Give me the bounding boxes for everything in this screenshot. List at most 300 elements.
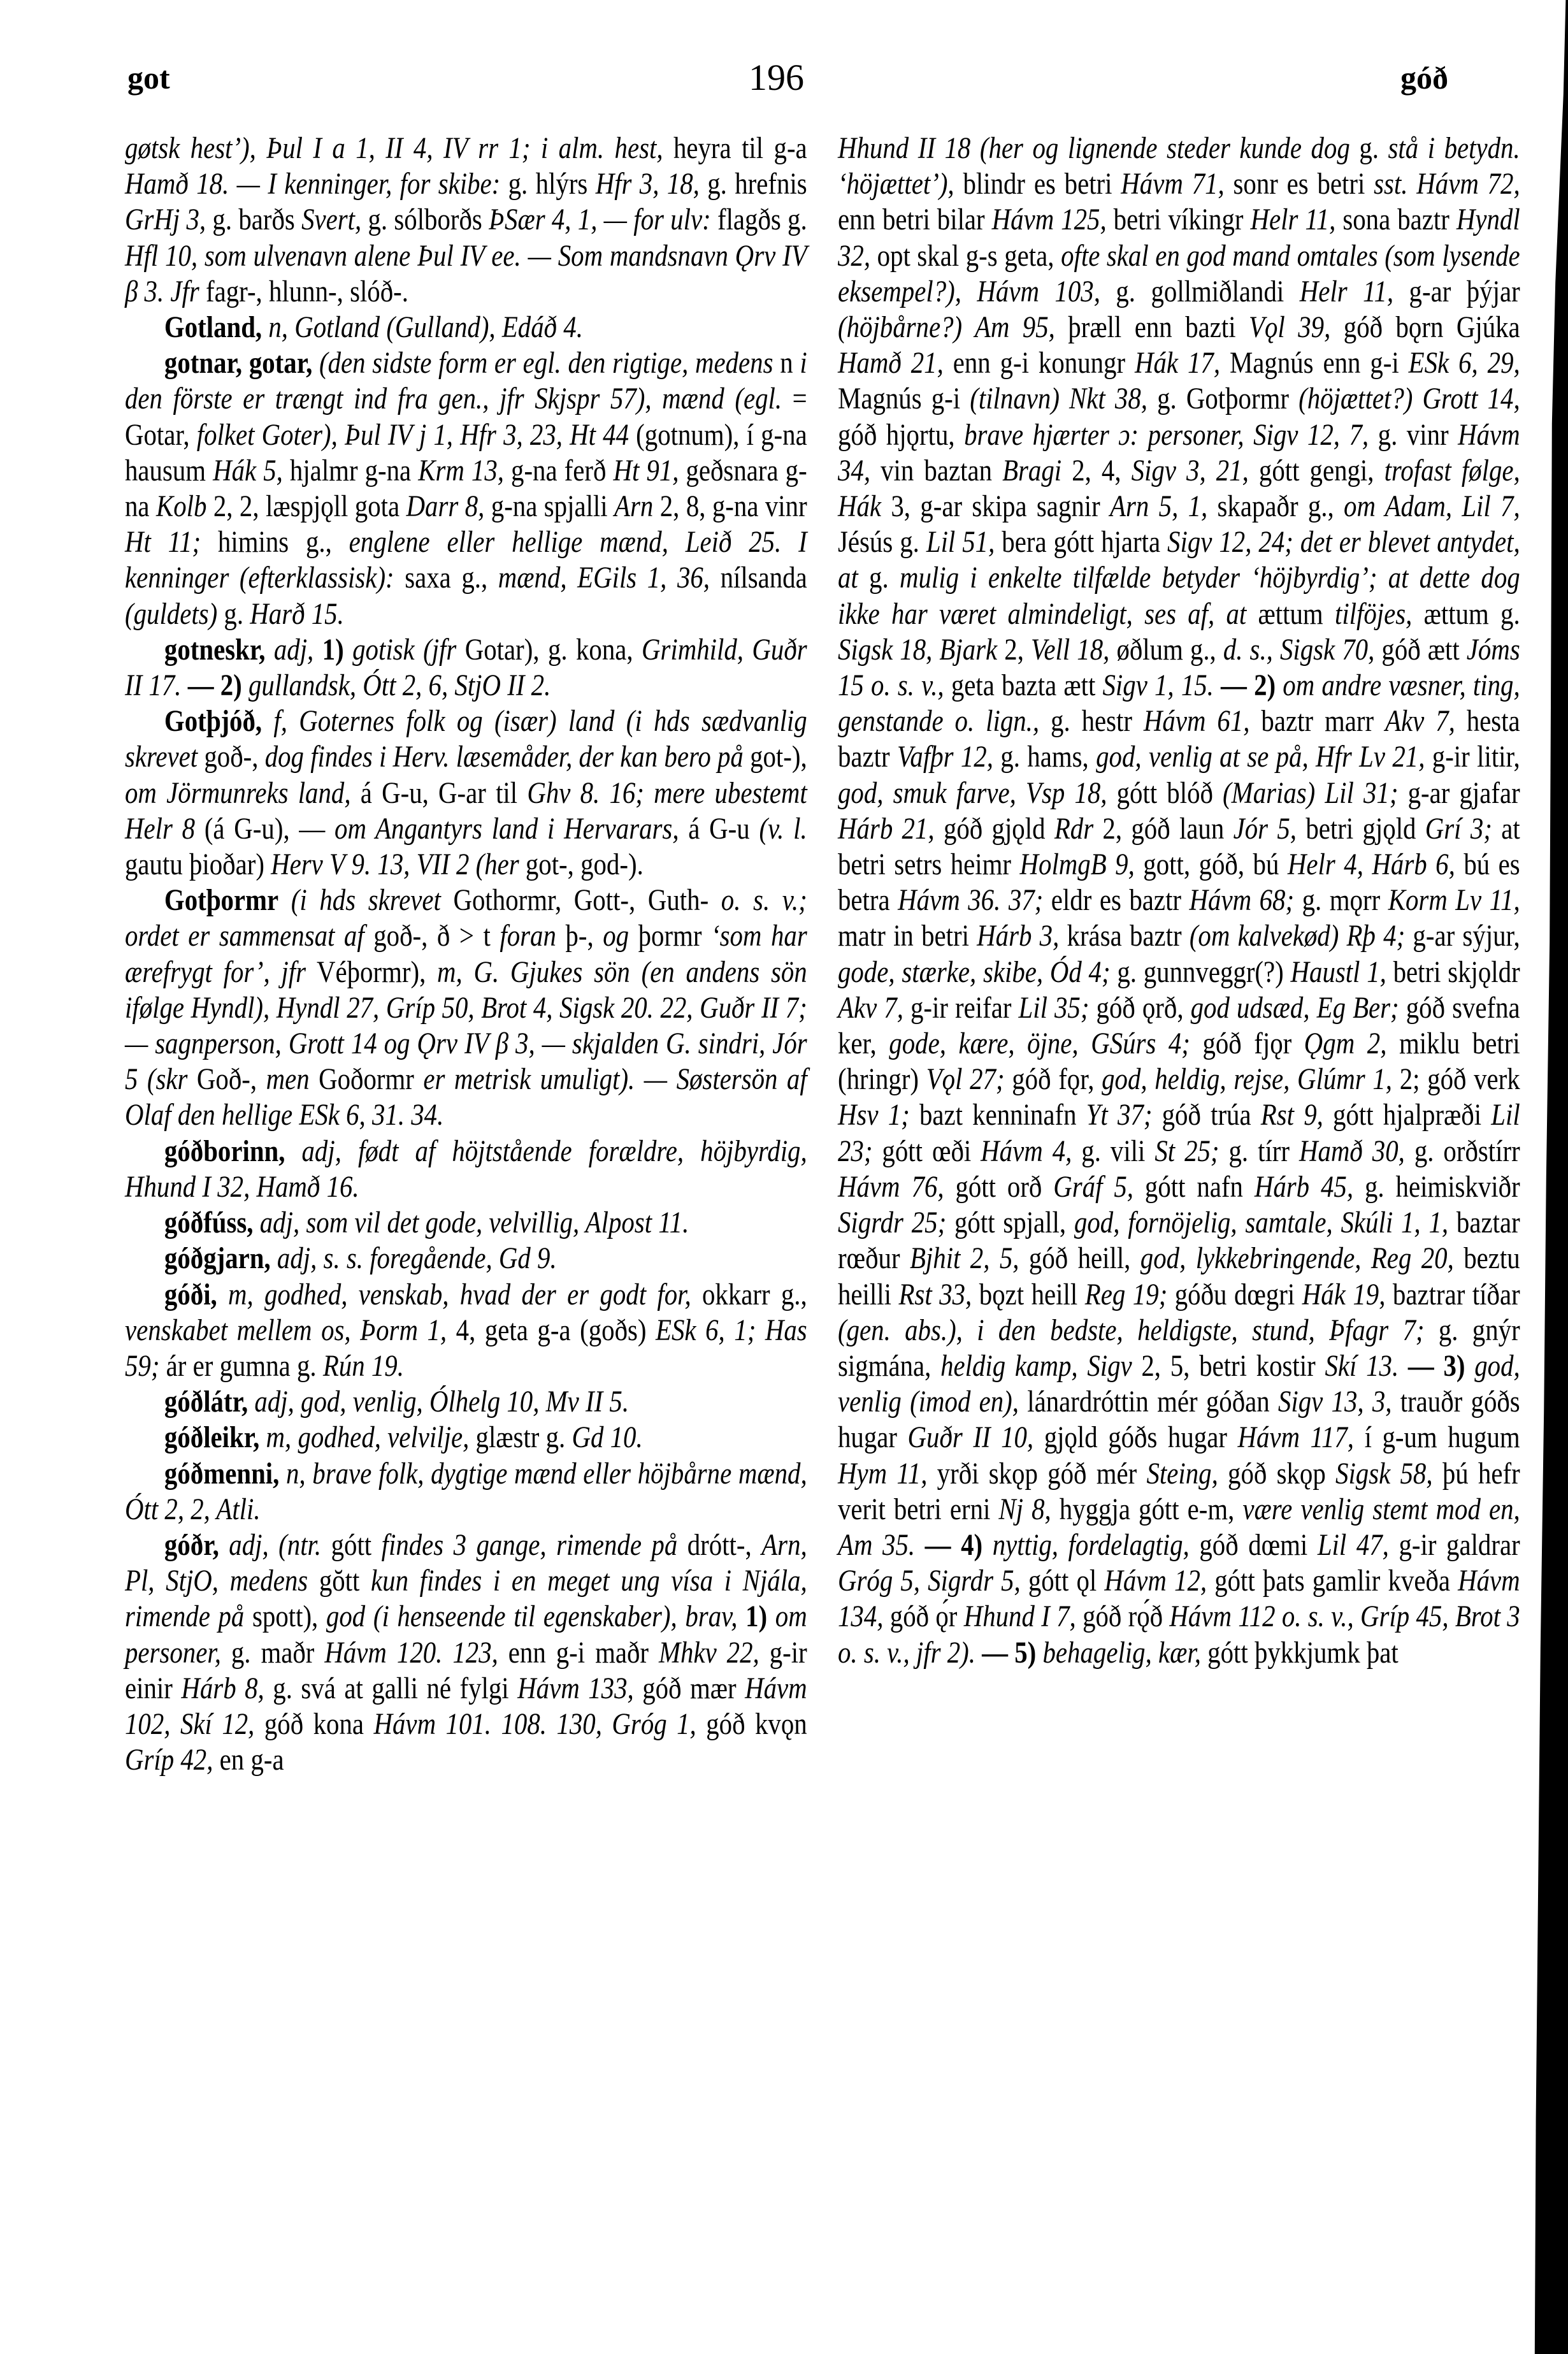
old-norse-text: Gothormr, Gott-, Guth- <box>440 884 721 918</box>
italic-gloss-or-citation: heldig kamp, Sigv <box>940 1349 1132 1383</box>
old-norse-text: g. maðr <box>220 1636 325 1670</box>
italic-gloss-or-citation: Krm 13, <box>418 454 504 487</box>
italic-gloss-or-citation: Ht 11; <box>125 526 201 560</box>
headword: góðmenni, <box>164 1457 280 1491</box>
italic-gloss-or-citation: Kolb <box>155 490 207 524</box>
italic-gloss-or-citation: Gróg 5, Sigrdr 5, <box>838 1564 1021 1598</box>
old-norse-text: bú es betra <box>838 848 1520 918</box>
italic-gloss-or-citation: Hák 19, <box>1302 1278 1386 1311</box>
old-norse-text: 2, 2, læspjǫll gota <box>206 490 406 524</box>
old-norse-text: 3, g-ar skipa sagnir <box>881 490 1111 524</box>
old-norse-text: skapaðr g., <box>1207 490 1344 524</box>
italic-gloss-or-citation: om Jörmunreks land, <box>125 776 351 810</box>
old-norse-text: þræll enn bazti <box>1054 311 1249 345</box>
old-norse-text: g-ir einir <box>125 1636 807 1705</box>
old-norse-text: Goð-, <box>187 1063 266 1097</box>
dictionary-entry <box>125 345 807 632</box>
italic-gloss-or-citation: gøtsk hest’), Þul I a 1, II 4, IV rr 1; i alm. hest, <box>125 132 663 165</box>
old-norse-text: lánardróttin mér góðan <box>1019 1385 1278 1419</box>
italic-gloss-or-citation: ofte skal en god mand omtales (som lysende eksempel?), Hávm 103, <box>838 239 1520 308</box>
old-norse-text: g. svá at galli né fylgi <box>264 1672 518 1705</box>
italic-gloss-or-citation: mænd, EGils 1, 36, <box>498 561 710 595</box>
italic-gloss-or-citation: f, Goternes folk og (især) land (i hds sædvanlig skrevet <box>125 705 807 774</box>
old-norse-text: góð rǫ́ð <box>1075 1600 1170 1634</box>
italic-gloss-or-citation: Herv V 9. 13, VII 2 (her <box>271 848 519 882</box>
dictionary-entry <box>125 704 807 883</box>
italic-gloss-or-citation: Grí 3; <box>1425 812 1492 846</box>
italic-gloss-or-citation: Arn 5, 1, <box>1110 490 1208 524</box>
old-norse-text: vin baztan <box>870 454 1003 487</box>
headword: Gotþormr <box>164 884 279 918</box>
italic-gloss-or-citation: Yt 37; <box>1086 1099 1153 1132</box>
italic-gloss-or-citation: Jóms 15 o. s. v., <box>838 633 1520 703</box>
italic-gloss-or-citation: trofast følge, Hák <box>838 454 1520 524</box>
old-norse-text: miklu betri (hringr) <box>838 1027 1520 1097</box>
old-norse-text: betri gjǫld <box>1297 812 1425 846</box>
sense-number: — 3) <box>1399 1349 1475 1383</box>
old-norse-text: Goðormr <box>309 1063 424 1097</box>
italic-gloss-or-citation: gode, kære, öjne, GSúrs 4; <box>889 1027 1190 1061</box>
headword: góðr, <box>164 1528 219 1562</box>
old-norse-text: g-ir galdrar <box>1388 1528 1520 1562</box>
italic-gloss-or-citation: adj, født af höjtstående forældre, höjbyrdig, Hhund I 32, Hamð 16. <box>125 1134 807 1204</box>
old-norse-text: þú hefr verit betri erni <box>838 1457 1520 1526</box>
old-norse-text: ættum <box>1246 597 1335 631</box>
old-norse-text: gótt blóð <box>1107 776 1223 810</box>
italic-gloss-or-citation: Sigsk 18, Bjark <box>838 633 998 667</box>
italic-gloss-or-citation: om Angantyrs land i Hervarars, <box>334 812 679 846</box>
dictionary-entry <box>125 632 807 704</box>
old-norse-text: g-na ferð <box>503 454 614 487</box>
old-norse-text: ættum g. <box>1412 597 1520 631</box>
italic-gloss-or-citation: Skí 13. <box>1325 1349 1399 1383</box>
italic-gloss-or-citation: om andre væsner, ting, genstande o. lign., <box>838 669 1520 739</box>
headword: Gotland, <box>164 311 263 345</box>
old-norse-text: g-ar gjafar <box>1398 776 1520 810</box>
old-norse-text: trauðr góðs hugar <box>838 1385 1520 1455</box>
old-norse-text: spott), <box>244 1600 326 1634</box>
italic-gloss-or-citation: Hávm 125, <box>991 203 1107 237</box>
italic-gloss-or-citation: gotisk (jfr <box>352 633 457 667</box>
italic-gloss-or-citation: Hávm 61, <box>1143 705 1250 739</box>
italic-gloss-or-citation: (v. l. <box>759 812 807 846</box>
old-norse-text: (gotnum), í g-na hausum <box>125 418 807 487</box>
italic-gloss-or-citation: Hfr 3, 18, <box>595 168 700 201</box>
italic-gloss-or-citation: ‘som har ærefrygt for’, jfr <box>125 920 807 989</box>
old-norse-text: g-ar sýjur, <box>1405 920 1520 953</box>
italic-gloss-or-citation: Ghv 8. 16; mere ubestemt Helr 8 <box>125 776 807 846</box>
old-norse-text: bazt kenninafn <box>909 1099 1086 1132</box>
italic-gloss-or-citation: Hamð 21, <box>838 347 944 380</box>
italic-gloss-or-citation: Hávm 68; <box>1189 884 1295 918</box>
old-norse-text: gott, góð, bú <box>1134 848 1288 882</box>
old-norse-text: sonr es betri <box>1224 168 1374 201</box>
italic-gloss-or-citation: m, godhed, velvilje, <box>259 1421 470 1455</box>
sense-number: 1) <box>737 1600 775 1634</box>
italic-gloss-or-citation: god udsæd, Eg Ber; <box>1190 991 1399 1025</box>
italic-gloss-or-citation: i den förste er trængt ind fra gen., jfr Skjspr 57), mænd (egl. <box>125 347 807 416</box>
headword: góðleikr, <box>164 1421 260 1455</box>
old-norse-text: g. Gotþormr <box>1147 382 1299 416</box>
italic-gloss-or-citation: (Marias) Lil 31; <box>1223 776 1399 810</box>
old-norse-text: g-ir reifar <box>903 991 1019 1025</box>
old-norse-text: Jésús g. <box>838 526 926 560</box>
italic-gloss-or-citation: Hfl 10, som ulvenavn alene Þul IV ee. — Som mandsnavn Ǫrv IV β 3. Jfr <box>125 239 807 308</box>
old-norse-text: 2; góð verk <box>1392 1063 1520 1097</box>
old-norse-text: (á G-u), — <box>195 812 335 846</box>
old-norse-text: gótt œði <box>872 1134 981 1168</box>
old-norse-text: góðu dœgri <box>1167 1278 1302 1311</box>
italic-gloss-or-citation: Vǫl 39, <box>1249 311 1331 345</box>
italic-gloss-or-citation: Darr 8, <box>406 490 485 524</box>
old-norse-text: g. vili <box>1072 1134 1155 1168</box>
italic-gloss-or-citation: adj, god, venlig, Ólhelg 10, Mv II 5. <box>248 1385 629 1419</box>
italic-gloss-or-citation: englene eller hellige mænd, Leið 25. I kenninger (efterklassisk): <box>125 526 807 595</box>
italic-gloss-or-citation: Helr 11, <box>1250 203 1336 237</box>
old-norse-text: n <box>773 347 800 380</box>
old-norse-text: góð kvǫn <box>696 1707 807 1741</box>
italic-gloss-or-citation: Arn, Pl, StjO, medens <box>125 1528 807 1598</box>
old-norse-text: góð fjǫr <box>1190 1027 1304 1061</box>
old-norse-text: þ-, <box>556 920 603 953</box>
italic-gloss-or-citation: Nj 8, <box>998 1492 1051 1526</box>
old-norse-text: eldr es baztr <box>1043 884 1190 918</box>
italic-gloss-or-citation: være venlig stemt mod en, Am 35. <box>838 1492 1520 1562</box>
old-norse-text: gótt þykkjumk þat <box>1200 1636 1399 1670</box>
italic-gloss-or-citation: om personer, <box>125 1600 807 1670</box>
old-norse-text: g. vinr <box>1369 418 1458 452</box>
italic-gloss-or-citation: (gen. abs.), i den bedste, heldigste, stund, Þfagr 7; <box>838 1313 1425 1347</box>
italic-gloss-or-citation: Hárb 21, <box>838 812 935 846</box>
italic-gloss-or-citation: Bragi <box>1002 454 1062 487</box>
italic-gloss-or-citation: Guðr II 10, <box>907 1421 1034 1455</box>
sense-number: — 4) <box>915 1528 993 1562</box>
old-norse-text: blindr es betri <box>954 168 1121 201</box>
old-norse-text: gótt nafn <box>1133 1170 1255 1204</box>
italic-gloss-or-citation: n, Gotland (Gulland), Edáð 4. <box>262 311 583 345</box>
italic-gloss-or-citation: Hávm 36. 37; <box>898 884 1044 918</box>
old-norse-text: g. gunnveggr(?) <box>1110 955 1291 989</box>
old-norse-text: sona baztr <box>1335 203 1457 237</box>
italic-gloss-or-citation: Hsv 1; <box>838 1099 910 1132</box>
old-norse-text: gótt <box>321 1528 382 1562</box>
old-norse-text: 2, 4, <box>1061 454 1132 487</box>
italic-gloss-or-citation: Rst 33, <box>898 1278 972 1311</box>
dictionary-entry <box>125 1241 807 1276</box>
italic-gloss-or-citation: Sigv 13, 3, <box>1277 1385 1392 1419</box>
old-norse-text: nílsanda <box>710 561 807 595</box>
old-norse-text: en g-a <box>213 1744 284 1777</box>
old-norse-text: g. hlýrs <box>500 168 596 201</box>
italic-gloss-or-citation: Hyndl 32, <box>838 203 1520 273</box>
old-norse-text: g. gollmiðlandi <box>1100 275 1300 308</box>
headword: góðgjarn, <box>164 1242 271 1276</box>
italic-gloss-or-citation: mulig i enkelte tilfælde betyder ‘höjbyrdig’; at dette dog ikke har været almindeligt, ses af, at <box>838 561 1520 631</box>
old-norse-text: á G-u <box>679 812 759 846</box>
old-norse-text: g. hestr <box>1039 705 1144 739</box>
old-norse-text: 2, 5, betri kostir <box>1132 1349 1325 1383</box>
old-norse-text: okkarr g., <box>691 1278 807 1311</box>
italic-gloss-or-citation: Akv 7, <box>1385 705 1455 739</box>
old-norse-text: hjalmr g-na <box>282 454 419 487</box>
old-norse-text: góð ætt <box>1374 633 1467 667</box>
italic-gloss-or-citation: Rst 9, <box>1260 1099 1323 1132</box>
italic-gloss-or-citation: god, heldig, rejse, Glúmr 1, <box>1102 1063 1393 1097</box>
headword: gotnar, gotar, <box>164 347 313 380</box>
italic-gloss-or-citation: og <box>603 920 629 953</box>
italic-gloss-or-citation: (den sidste form er egl. den rigtige, medens <box>312 347 773 380</box>
dictionary-entry <box>125 1277 807 1385</box>
old-norse-text: 2, góð laun <box>1093 812 1234 846</box>
italic-gloss-or-citation: Rún 19. <box>322 1349 404 1383</box>
italic-gloss-or-citation: Vǫl 27; <box>926 1063 1005 1097</box>
italic-gloss-or-citation: Svert, <box>301 203 362 237</box>
italic-gloss-or-citation: Sigv 1, 15. <box>1102 669 1214 703</box>
old-norse-text: got-, god-). <box>519 848 644 882</box>
dictionary-entry <box>125 1205 807 1241</box>
old-norse-text: góð ǫrð, <box>1089 991 1191 1025</box>
italic-gloss-or-citation: god, venlig (imod en), <box>838 1349 1520 1419</box>
italic-gloss-or-citation: m, G. Gjukes sön (en andens sön ifølge Hyndl), Hyndl 27, Gríp 50, Brot 4, Sigsk 20. 22, Guðr II 7; — sagnperson, Grott 14 og Ǫrv IV β 3, — skjalden G. sindri, Jór 5 (skr <box>125 955 807 1097</box>
old-norse-text: góð fǫr, <box>1004 1063 1102 1097</box>
right-column <box>838 131 1520 1671</box>
old-norse-text: Gotar), g. kona, <box>456 633 642 667</box>
italic-gloss-or-citation: d. s., Sigsk 70, <box>1223 633 1375 667</box>
old-norse-text: hesta baztr <box>838 705 1520 774</box>
old-norse-text: bǫzt heill <box>972 1278 1085 1311</box>
old-norse-text: Magnús enn g-i <box>1220 347 1409 380</box>
italic-gloss-or-citation: Hávm 134, <box>838 1564 1520 1634</box>
old-norse-text: g. gnýr sigmána, <box>838 1313 1520 1383</box>
old-norse-text: góð hjǫrtu, <box>838 418 965 452</box>
italic-gloss-or-citation: Haustl 1, <box>1290 955 1386 989</box>
italic-gloss-or-citation: Sigsk 58, <box>1335 1457 1433 1491</box>
old-norse-text: góð skǫp <box>1218 1457 1336 1491</box>
italic-gloss-or-citation: Hávm 12, <box>1104 1564 1207 1598</box>
italic-gloss-or-citation: Hávm 102, Skí 12, <box>125 1672 807 1741</box>
sense-number: — 2) <box>181 669 249 703</box>
italic-gloss-or-citation: folket Goter), Þul IV j 1, Hfr 3, 23, Ht 44 <box>196 418 629 452</box>
italic-gloss-or-citation: brave hjærter ɔ: personer, Sigv 12, 7, <box>964 418 1369 452</box>
old-norse-text: g. orðstírr <box>1404 1134 1520 1168</box>
italic-gloss-or-citation: Gríp 42, <box>125 1744 213 1777</box>
italic-gloss-or-citation: ÞSær 4, 1, — for ulv: <box>489 203 711 237</box>
old-norse-text: g. tírr <box>1219 1134 1299 1168</box>
italic-gloss-or-citation: Sigv 3, 21, <box>1131 454 1249 487</box>
entry-continuation <box>838 131 1520 1671</box>
old-norse-text: baztr marr <box>1249 705 1386 739</box>
italic-gloss-or-citation: Hávm 4, <box>981 1134 1072 1168</box>
italic-gloss-or-citation: n, brave folk, dygtige mænd eller höjbårne mænd, Ótt 2, 2, Atli. <box>125 1457 807 1526</box>
old-norse-text: gjǫld góðs hugar <box>1033 1421 1238 1455</box>
old-norse-text: hyggja gótt e-m, <box>1051 1492 1243 1526</box>
italic-gloss-or-citation: (om kalvekød) Rþ 4; <box>1189 920 1406 953</box>
italic-gloss-or-citation: Sigrdr 25; <box>838 1206 947 1240</box>
italic-gloss-or-citation: adj, s. s. foregående, Gd 9. <box>270 1242 557 1276</box>
dictionary-entry <box>125 1456 807 1527</box>
italic-gloss-or-citation: Vell 18, <box>1030 633 1110 667</box>
headword: góðlátr, <box>164 1385 248 1419</box>
dictionary-entry <box>125 1384 807 1420</box>
italic-gloss-or-citation: Hamð 30, <box>1298 1134 1405 1168</box>
italic-gloss-or-citation: ESk 6, 1; Has 59; <box>125 1313 807 1383</box>
italic-gloss-or-citation: gullandsk, Ótt 2, 6, StjO II 2. <box>248 669 551 703</box>
italic-gloss-or-citation: Bjhit 2, 5, <box>909 1242 1019 1276</box>
italic-gloss-or-citation: Reg 19; <box>1084 1278 1168 1311</box>
old-norse-text: Magnús g-i <box>838 382 970 416</box>
italic-gloss-or-citation: Harð 15. <box>250 597 344 631</box>
italic-gloss-or-citation: HolmgB 9, <box>1019 848 1135 882</box>
italic-gloss-or-citation: GrHj 3, <box>125 203 206 237</box>
italic-gloss-or-citation: Helr 11, <box>1299 275 1394 308</box>
italic-gloss-or-citation: adj, som vil det gode, velvillig, Alpost 11. <box>253 1206 689 1240</box>
italic-gloss-or-citation: Sigv 12, 24; det er blevet antydet, at <box>838 526 1520 595</box>
old-norse-text: betri víkingr <box>1106 203 1251 237</box>
old-norse-text: g-ar þýjar <box>1393 275 1520 308</box>
italic-gloss-or-citation: Hávm 117, <box>1237 1421 1355 1455</box>
italic-gloss-or-citation: Korm Lv 11, <box>1388 884 1520 918</box>
italic-gloss-or-citation: Hamð 18. — I kenninger, for skibe: <box>125 168 501 201</box>
sense-number: — 5) <box>975 1636 1043 1670</box>
old-norse-text: g. <box>217 597 250 631</box>
old-norse-text: gótt hjalpræði <box>1323 1099 1492 1132</box>
old-norse-text: g. hrefnis <box>699 168 807 201</box>
old-norse-text: gótt gengi, <box>1248 454 1385 487</box>
old-norse-text: got-), <box>743 740 807 774</box>
italic-gloss-or-citation: Hávm 112 o. s. v., Gríp 45, Brot 3 o. s. v., jfr 2). <box>838 1600 1520 1670</box>
old-norse-text: baztar rœður <box>838 1206 1520 1276</box>
italic-gloss-or-citation: venskabet mellem os, Þorm 1, <box>125 1313 447 1347</box>
italic-gloss-or-citation: Hák 17, <box>1134 347 1221 380</box>
old-norse-text: gótt orð <box>944 1170 1054 1204</box>
old-norse-text: yrði skǫp góð mér <box>927 1457 1147 1491</box>
old-norse-text: Véþormr), <box>306 955 438 989</box>
italic-gloss-or-citation: Lil 23; <box>838 1099 1520 1168</box>
old-norse-text: geta bazta ætt <box>944 669 1103 703</box>
old-norse-text: glæstr g. <box>469 1421 572 1455</box>
old-norse-text: g. hams, <box>993 740 1097 774</box>
italic-gloss-or-citation: Steing, <box>1146 1457 1218 1491</box>
headword: góðfúss, <box>164 1206 254 1240</box>
headword: góði, <box>164 1278 217 1311</box>
italic-gloss-or-citation: Gd 10. <box>572 1421 643 1455</box>
old-norse-text: góð bǫrn Gjúka <box>1330 311 1520 345</box>
old-norse-text: drótt-, <box>677 1528 762 1562</box>
old-norse-text: góð kona <box>254 1707 374 1741</box>
italic-gloss-or-citation: findes 3 gange, rimende på <box>381 1528 678 1562</box>
old-norse-text: g-ir litir, <box>1425 740 1520 774</box>
headword: góðborinn, <box>164 1134 285 1168</box>
old-norse-text: g. sólborðs <box>361 203 489 237</box>
italic-gloss-or-citation: adj, (ntr. <box>219 1528 322 1562</box>
italic-gloss-or-citation: om Adam, Lil 7, <box>1344 490 1520 524</box>
old-norse-text: øðlum g., <box>1109 633 1223 667</box>
italic-gloss-or-citation: adj, <box>265 633 314 667</box>
old-norse-text: heyra til g-a <box>663 132 807 165</box>
italic-gloss-or-citation: Jór 5, <box>1233 812 1297 846</box>
old-norse-text: gótt þats gamlir kveða <box>1207 1564 1458 1598</box>
old-norse-text: gótt ǫl <box>1020 1564 1105 1598</box>
italic-gloss-or-citation: god (i henseende til egenskaber), brav, <box>326 1600 738 1634</box>
old-norse-text: g. barðs <box>206 203 302 237</box>
old-norse-text: 2, 8, g-na vinr <box>653 490 807 524</box>
old-norse-text: goð-, <box>198 740 265 774</box>
old-norse-text: þormr <box>629 920 711 953</box>
last-headword-guide: góð <box>1400 60 1448 96</box>
dictionary-entry <box>125 1527 807 1778</box>
old-norse-text: góð dœmi <box>1189 1528 1318 1562</box>
first-headword-guide: got <box>127 60 170 96</box>
old-norse-text: 2, <box>997 633 1031 667</box>
italic-gloss-or-citation: foran <box>500 920 556 953</box>
italic-gloss-or-citation: (i hds skrevet <box>278 884 441 918</box>
old-norse-text: fagr-, hlunn-, slóð-. <box>199 275 408 308</box>
italic-gloss-or-citation: Hárb 8, <box>181 1672 264 1705</box>
italic-gloss-or-citation: nyttig, fordelagtig, <box>992 1528 1190 1562</box>
italic-gloss-or-citation: Hávm 101. 108. 130, Gróg 1, <box>373 1707 696 1741</box>
headword: Gotþjóð, <box>164 705 263 739</box>
old-norse-text: gótt spjall, <box>946 1206 1074 1240</box>
old-norse-text: at betri setrs heimr <box>838 812 1520 882</box>
old-norse-text: á G-u, G-ar til <box>350 776 528 810</box>
italic-gloss-or-citation: Grimhild, Guðr II 17. <box>125 633 807 703</box>
old-norse-text: góð mær <box>633 1672 745 1705</box>
dictionary-entry <box>125 883 807 1133</box>
old-norse-text: góð gjǫld <box>934 812 1054 846</box>
old-norse-text: saxa g., <box>394 561 498 595</box>
old-norse-text: g. <box>858 561 900 595</box>
old-norse-text: gautu þioðar) <box>125 848 271 882</box>
italic-gloss-or-citation: Hárb 45, <box>1254 1170 1354 1204</box>
italic-gloss-or-citation: Ǫgm 2, <box>1304 1027 1387 1061</box>
headword: gotneskr, <box>164 633 266 667</box>
italic-gloss-or-citation: Hárb 3, <box>977 920 1060 953</box>
old-norse-text: g. mǫrr <box>1294 884 1388 918</box>
italic-gloss-or-citation: m, godhed, venskab, hvad der er godt for, <box>217 1278 691 1311</box>
italic-gloss-or-citation: Gráf 5, <box>1053 1170 1133 1204</box>
dictionary-entry <box>125 1420 807 1455</box>
italic-gloss-or-citation: Hym 11, <box>838 1457 928 1491</box>
italic-gloss-or-citation: tilföjes, <box>1334 597 1413 631</box>
old-norse-text: geðsnara g-na <box>125 454 807 524</box>
old-norse-text: goð-, ð > t <box>364 920 500 953</box>
italic-gloss-or-citation: ESk 6, 29, <box>1408 347 1520 380</box>
old-norse-text: g. heimiskviðr <box>1353 1170 1520 1204</box>
italic-gloss-or-citation: god, lykkebringende, Reg 20, <box>1140 1242 1454 1276</box>
old-norse-text: enn g-i konungr <box>943 347 1135 380</box>
italic-gloss-or-citation: Lil 35; <box>1018 991 1090 1025</box>
italic-gloss-or-citation: Hák 5, <box>213 454 283 487</box>
italic-gloss-or-citation: Ht 91, <box>613 454 679 487</box>
dictionary-entry <box>125 1134 807 1205</box>
old-norse-text: gŏtt <box>308 1564 371 1598</box>
italic-gloss-or-citation: o. s. v.; ordet er sammensat af <box>125 884 807 953</box>
italic-gloss-or-citation: Lil 51, <box>926 526 995 560</box>
italic-gloss-or-citation: dog findes i Herv. læsemåder, der kan bero på <box>264 740 744 774</box>
old-norse-text: 4, geta g-a (goðs) <box>447 1313 656 1347</box>
italic-gloss-or-citation: er metrisk umuligt). — Søstersön af Olaf den hellige ESk 6, 31. 34. <box>125 1063 807 1132</box>
old-norse-text: himins g., <box>201 526 349 560</box>
old-norse-text: góð heill, <box>1019 1242 1140 1276</box>
old-norse-text: bera gótt hjarta <box>995 526 1168 560</box>
old-norse-text: enn g-i maðr <box>498 1636 659 1670</box>
italic-gloss-or-citation: Hhund I 7, <box>963 1600 1076 1634</box>
page-number: 196 <box>749 57 804 98</box>
sense-number: 1) <box>313 633 353 667</box>
italic-gloss-or-citation: Akv 7, <box>838 991 903 1025</box>
italic-gloss-or-citation: Hávm 120. 123, <box>324 1636 498 1670</box>
old-norse-text: betri skjǫldr <box>1386 955 1520 989</box>
